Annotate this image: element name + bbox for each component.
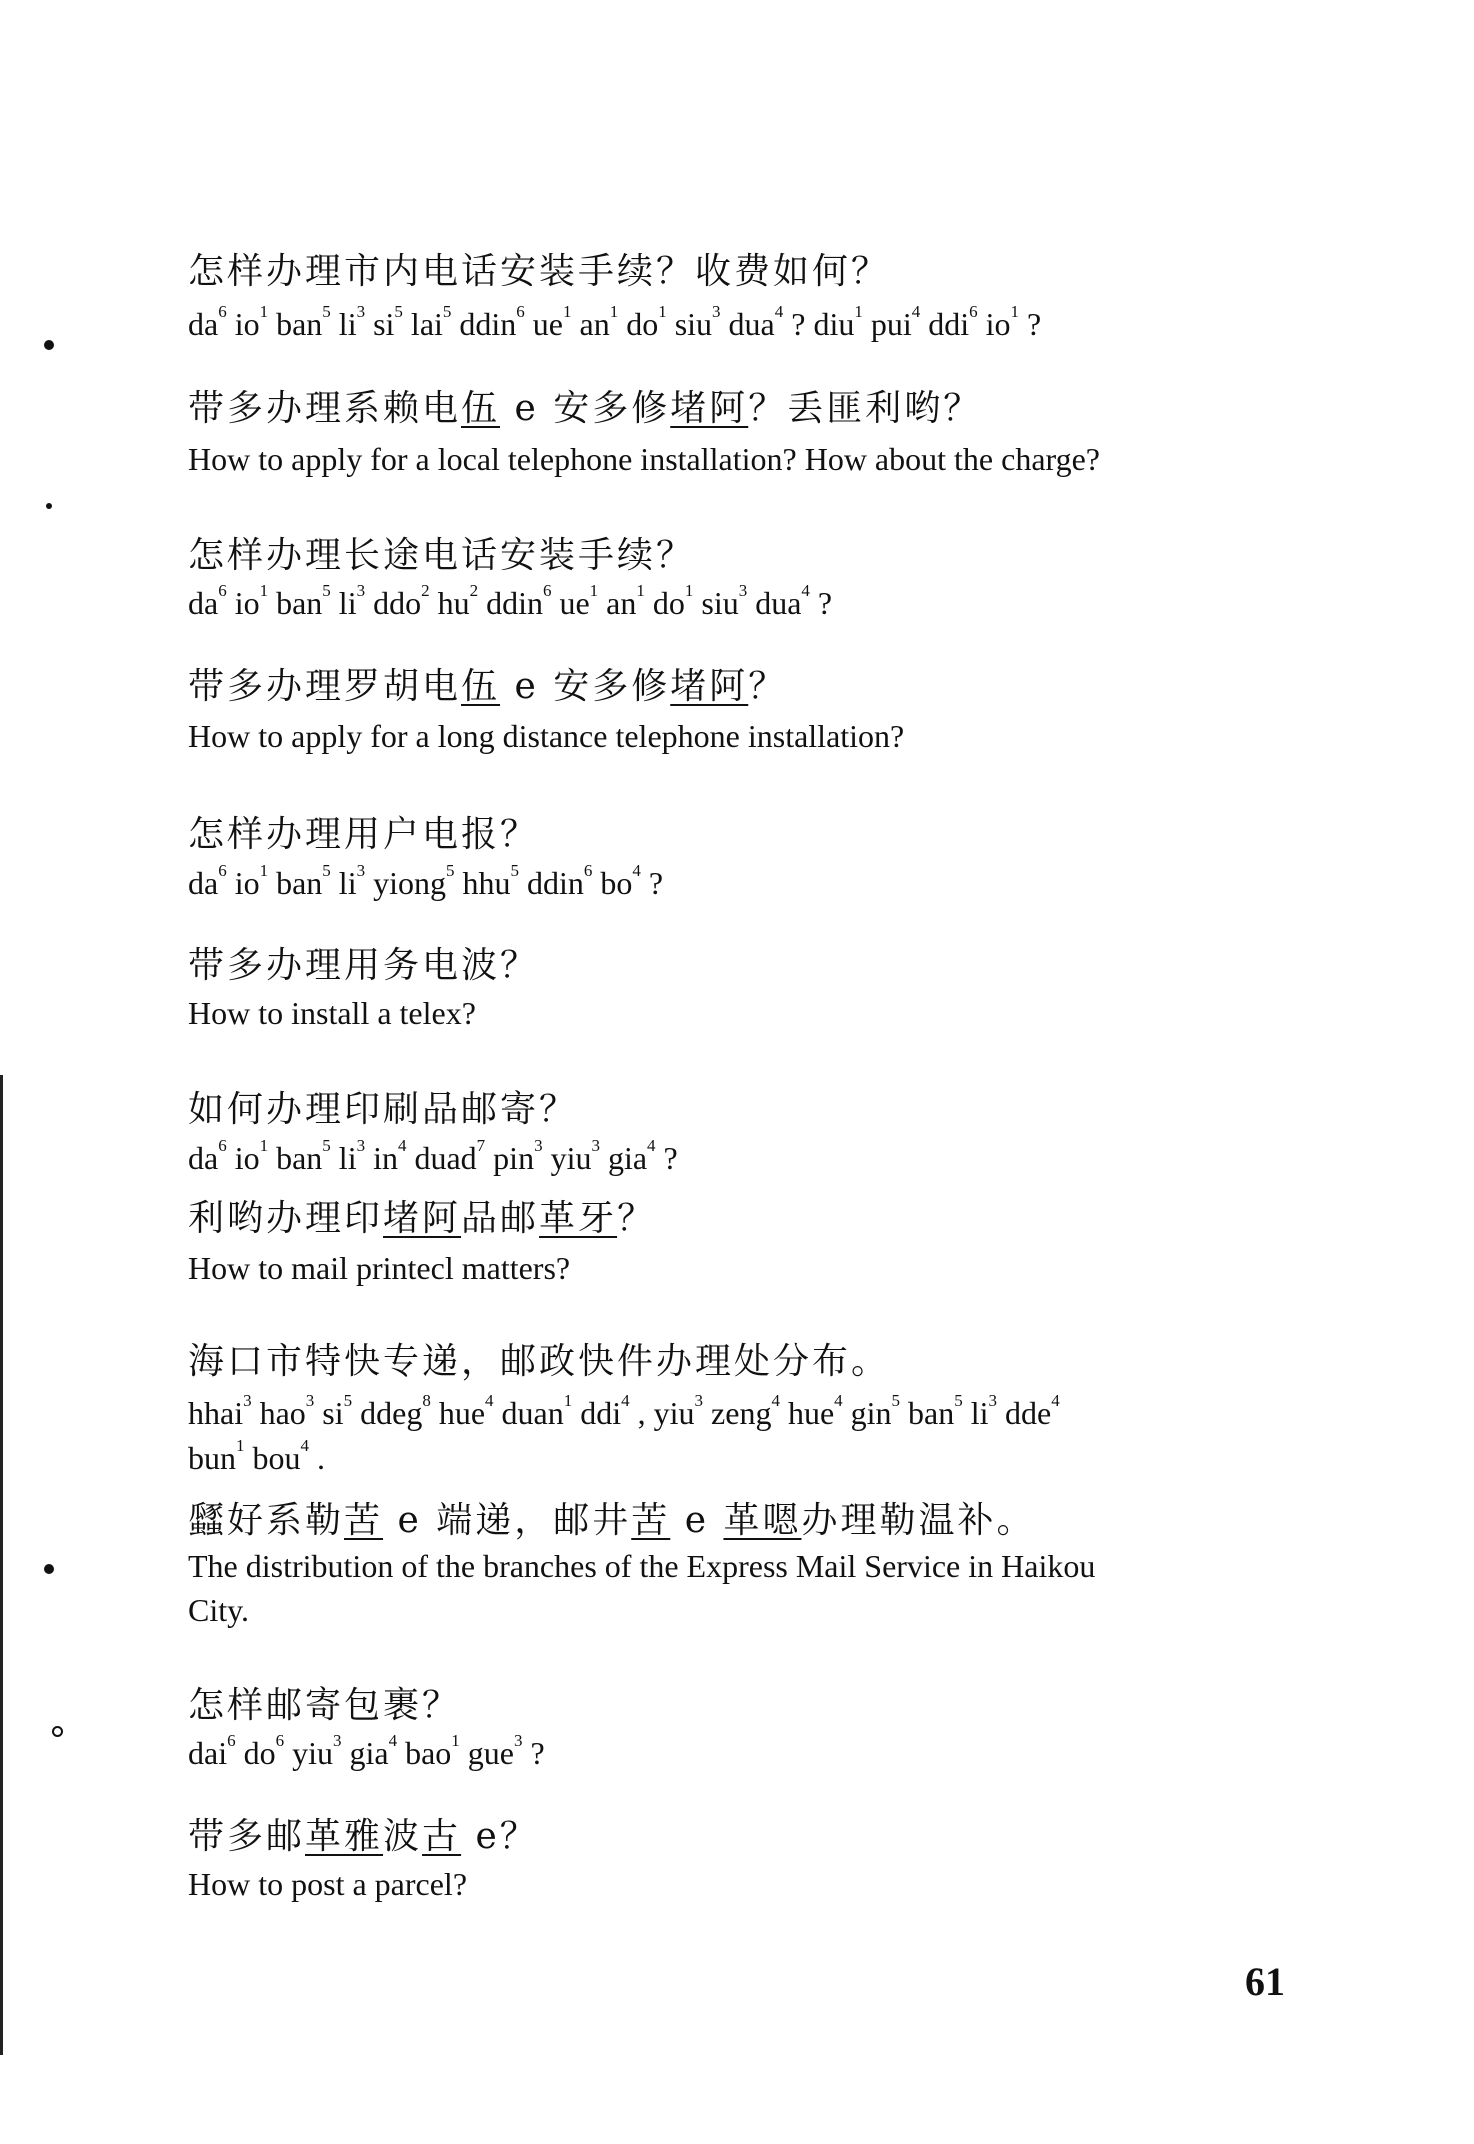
pinyin-syllable: ddi [920, 306, 970, 342]
tone-number: 5 [445, 861, 455, 880]
pinyin-syllable: ddin [518, 865, 584, 901]
pinyin-syllable: zeng [703, 1395, 772, 1431]
pinyin-syllable: bun [188, 1440, 236, 1476]
pinyin-line [188, 581, 833, 622]
chinese-question: 怎样邮寄包裹？ [188, 1685, 462, 1726]
pinyin-syllable: li [330, 306, 357, 342]
tone-number: 1 [658, 302, 667, 321]
english-translation: How to post a parcel? [188, 1866, 468, 1902]
page-edge-rule [0, 1075, 3, 2055]
pinyin-syllable: ? [1019, 306, 1042, 342]
pinyin-syllable: pin [485, 1140, 535, 1176]
tone-number: 6 [969, 302, 978, 321]
pinyin-syllable: ddeg [352, 1395, 423, 1431]
pinyin-syllable: li [330, 1140, 357, 1176]
pinyin-syllable: hue [430, 1395, 486, 1431]
tone-number: 1 [563, 1391, 573, 1410]
tone-number: 3 [591, 1136, 600, 1155]
tone-number: 1 [563, 302, 572, 321]
tone-number: 5 [954, 1391, 963, 1410]
pinyin-syllable: da [188, 1140, 219, 1176]
pinyin-syllable: ddi [572, 1395, 622, 1431]
pinyin-syllable: bo [592, 865, 633, 901]
pinyin-line [188, 302, 1042, 343]
tone-number: 5 [322, 302, 331, 321]
english-translation: The distribution of the branches of the Express Mail Service in Haikou [188, 1548, 1096, 1584]
tone-number: 5 [442, 302, 452, 321]
pinyin-syllable: bao [397, 1735, 452, 1771]
tone-number: 3 [712, 302, 721, 321]
pinyin-syllable: si [365, 306, 395, 342]
tone-number: 1 [451, 1731, 460, 1750]
tone-number: 3 [356, 1136, 366, 1155]
dialect-line: 带多办理用务电波？ [188, 945, 540, 986]
tone-number: 5 [343, 1391, 353, 1410]
pinyin-syllable: io [977, 306, 1011, 342]
tone-number: 6 [516, 302, 525, 321]
tone-number: 6 [542, 581, 552, 600]
pinyin-syllable: hu [429, 585, 470, 621]
tone-number: 1 [684, 581, 694, 600]
tone-number: 5 [322, 861, 331, 880]
pinyin-syllable: ddin [451, 306, 517, 342]
pinyin-syllable: yiong [365, 865, 446, 901]
tone-number: 6 [218, 1136, 227, 1155]
tone-number: 2 [469, 581, 479, 600]
pinyin-syllable: da [188, 865, 219, 901]
pinyin-syllable: gin [842, 1395, 892, 1431]
tone-number: 6 [275, 1731, 285, 1750]
pinyin-syllable: io [226, 585, 260, 621]
pinyin-syllable: li [330, 585, 357, 621]
chinese-question: 怎样办理长途电话安装手续？ [188, 535, 696, 576]
tone-number: 5 [322, 1136, 331, 1155]
tone-number: 4 [388, 1731, 398, 1750]
pinyin-syllable: siu [666, 306, 713, 342]
dialect-line: 瓥好系勒苦 e 端递，邮井苦 e 革嗯办理勒温补。 [188, 1500, 1036, 1541]
tone-number: 4 [801, 581, 810, 600]
tone-number: 4 [1051, 1391, 1060, 1410]
tone-number: 4 [774, 302, 784, 321]
pinyin-line [188, 861, 664, 902]
tone-number: 6 [218, 302, 227, 321]
pinyin-syllable: ue [551, 585, 590, 621]
dialect-line: 带多邮革雅波古 e？ [188, 1816, 539, 1857]
tone-number: 4 [485, 1391, 494, 1410]
margin-dot [44, 1564, 54, 1574]
pinyin-syllable: ban [268, 585, 323, 621]
pinyin-syllable: duad [406, 1140, 477, 1176]
pinyin-syllable: ? [655, 1140, 678, 1176]
tone-number: 6 [218, 581, 227, 600]
tone-number: 3 [738, 581, 748, 600]
tone-number: 4 [300, 1436, 309, 1455]
tone-number: 1 [636, 581, 645, 600]
pinyin-syllable: yiu [284, 1735, 333, 1771]
english-translation-continued: City. [188, 1592, 250, 1628]
pinyin-syllable: do [618, 306, 659, 342]
tone-number: 5 [891, 1391, 901, 1410]
tone-number: 1 [589, 581, 599, 600]
page-number: 61 [1245, 1959, 1285, 2004]
pinyin-syllable: li [330, 865, 357, 901]
pinyin-syllable: gia [341, 1735, 389, 1771]
dialect-line: 利哟办理印堵阿品邮革牙？ [188, 1198, 657, 1239]
tone-number: 3 [243, 1391, 252, 1410]
english-translation: How to mail printecl matters? [188, 1250, 571, 1286]
tone-number: 4 [771, 1391, 780, 1410]
tone-number: 6 [583, 861, 593, 880]
tone-number: 5 [322, 581, 331, 600]
pinyin-line [188, 1391, 1060, 1432]
tone-number: 1 [854, 302, 863, 321]
tone-number: 1 [1010, 302, 1020, 321]
pinyin-line [188, 1731, 545, 1772]
tone-number: 4 [834, 1391, 843, 1410]
pinyin-syllable: hhai [188, 1395, 244, 1431]
tone-number: 3 [534, 1136, 543, 1155]
chinese-question: 怎样办理用户电报？ [188, 814, 540, 855]
margin-dot [44, 340, 54, 350]
tone-number: 7 [476, 1136, 486, 1155]
pinyin-syllable: io [226, 865, 260, 901]
pinyin-syllable: dua [747, 585, 802, 621]
tone-number: 4 [621, 1391, 630, 1410]
tone-number: 4 [911, 302, 921, 321]
pinyin-syllable: ddo [365, 585, 422, 621]
tone-number: 3 [513, 1731, 523, 1750]
tone-number: 6 [227, 1731, 236, 1750]
pinyin-syllable: ? [522, 1735, 545, 1771]
dialect-line: 带多办理罗胡电伍 e 安多修堵阿？ [188, 666, 788, 707]
dialect-line: 带多办理系赖电伍 e 安多修堵阿？丢匪利哟？ [188, 388, 983, 429]
pinyin-syllable: ban [268, 1140, 323, 1176]
pinyin-syllable: in [365, 1140, 398, 1176]
pinyin-syllable: yiu [542, 1140, 592, 1176]
pinyin-syllable: io [226, 1140, 260, 1176]
tone-number: 3 [356, 302, 366, 321]
chinese-question: 怎样办理市内电话安装手续？收费如何？ [188, 251, 891, 292]
tone-number: 1 [259, 302, 269, 321]
pinyin-line-continued [188, 1436, 325, 1477]
english-translation: How to install a telex? [188, 995, 476, 1031]
chinese-question: 海口市特快专递，邮政快件办理处分布。 [188, 1341, 891, 1382]
tone-number: 3 [694, 1391, 704, 1410]
tone-number: 8 [422, 1391, 431, 1410]
pinyin-syllable: si [314, 1395, 344, 1431]
pinyin-syllable: ban [268, 306, 323, 342]
pinyin-syllable: do [235, 1735, 276, 1771]
pinyin-syllable: li [962, 1395, 989, 1431]
pinyin-syllable: ddin [478, 585, 543, 621]
tone-number: 4 [397, 1136, 407, 1155]
margin-dot [46, 503, 52, 509]
pinyin-syllable: hhu [454, 865, 511, 901]
pinyin-syllable: dai [188, 1735, 228, 1771]
tone-number: 1 [236, 1436, 245, 1455]
pinyin-syllable: an [598, 585, 637, 621]
pinyin-syllable: diu [805, 306, 855, 342]
tone-number: 2 [421, 581, 430, 600]
pinyin-syllable: ? [809, 585, 833, 621]
pinyin-line [188, 1136, 678, 1177]
tone-number: 3 [356, 581, 366, 600]
pinyin-syllable: an [571, 306, 610, 342]
margin-ring [52, 1726, 63, 1737]
pinyin-syllable: ? [783, 306, 806, 342]
pinyin-syllable: io [226, 306, 260, 342]
pinyin-syllable: . [309, 1440, 325, 1476]
pinyin-syllable: dde [997, 1395, 1052, 1431]
pinyin-syllable: do [644, 585, 685, 621]
pinyin-syllable: ban [268, 865, 323, 901]
tone-number: 1 [259, 1136, 269, 1155]
tone-number: 3 [988, 1391, 998, 1410]
pinyin-syllable: siu [693, 585, 739, 621]
pinyin-syllable: da [188, 585, 219, 621]
tone-number: 1 [609, 302, 619, 321]
tone-number: 1 [259, 861, 269, 880]
pinyin-syllable: da [188, 306, 219, 342]
pinyin-syllable: lai [402, 306, 443, 342]
pinyin-syllable: ? [640, 865, 664, 901]
tone-number: 1 [259, 581, 269, 600]
tone-number: 5 [510, 861, 519, 880]
english-translation: How to apply for a local telephone installation? How about the charge? [188, 441, 1100, 477]
pinyin-syllable: hao [251, 1395, 306, 1431]
pinyin-syllable: pui [862, 306, 912, 342]
pinyin-syllable: , yiu [629, 1395, 695, 1431]
pinyin-syllable: ban [900, 1395, 955, 1431]
pinyin-syllable: hue [779, 1395, 835, 1431]
tone-number: 4 [632, 861, 641, 880]
tone-number: 4 [647, 1136, 656, 1155]
tone-number: 3 [332, 1731, 342, 1750]
pinyin-syllable: ue [524, 306, 563, 342]
tone-number: 3 [356, 861, 366, 880]
tone-number: 5 [394, 302, 403, 321]
tone-number: 3 [305, 1391, 315, 1410]
pinyin-syllable: gue [459, 1735, 514, 1771]
pinyin-syllable: duan [493, 1395, 564, 1431]
tone-number: 6 [218, 861, 227, 880]
pinyin-syllable: dua [720, 306, 775, 342]
chinese-question: 如何办理印刷品邮寄？ [188, 1089, 579, 1130]
english-translation: How to apply for a long distance telephone installation? [188, 718, 905, 754]
pinyin-syllable: bou [244, 1440, 301, 1476]
pinyin-syllable: gia [599, 1140, 648, 1176]
